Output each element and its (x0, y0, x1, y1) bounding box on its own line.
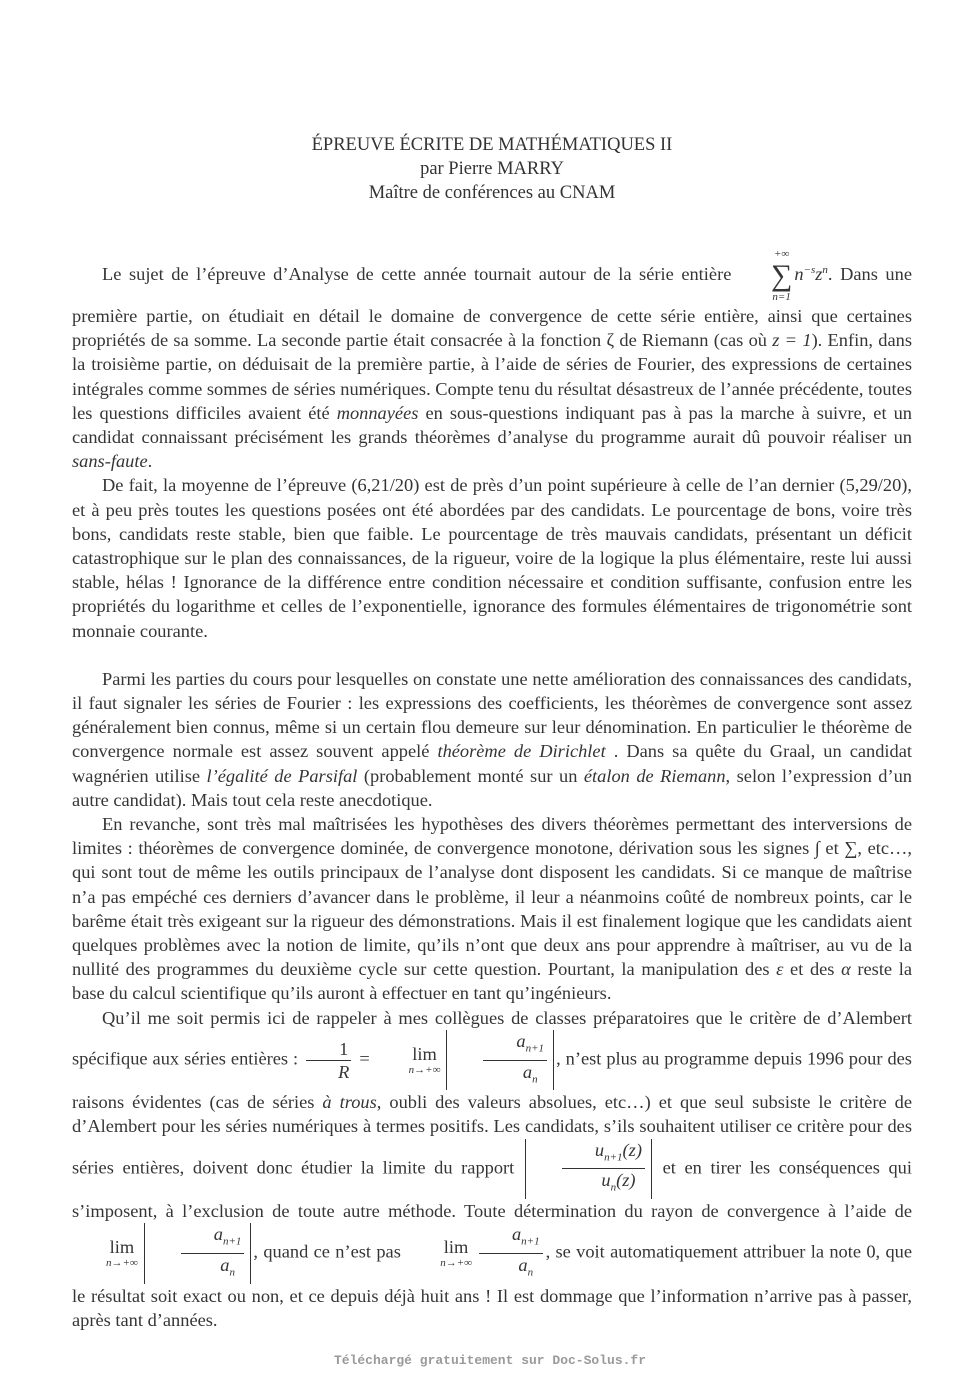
abs-ratio: $\frac{a_{n+1}}{a_n}$ (144, 1223, 252, 1283)
abs-u-ratio: $\frac{u_{n+1}(z)}{u_n(z)}$ (525, 1139, 652, 1199)
download-footer: Téléchargé gratuitement sur Doc-Solus.fr (333, 1353, 647, 1368)
document-title: ÉPREUVE ÉCRITE DE MATHÉMATIQUES II (311, 135, 673, 155)
limit-operator: lim n→+∞ (440, 1237, 472, 1270)
sum-term: $n^{-s}z^n$ (794, 264, 828, 285)
paragraph-dalembert: Qu’il me soit permis ici de rappeler à mes collègues de classes préparatoires que le critère de d’Alembert spécifique aux séries entières : $\frac{1}{R}$ = lim n→+∞ $\frac{a_{n+1}}{a_n}$ , n’est plus au programme depuis 1996 pour des raisons évidentes (cas de séries à trous, oubli des valeurs absolues, etc…) et que seul subsiste le critère de d’Alembert pour les séries numériques à termes positifs. Les candidats, s’ils souhaitent utiliser ce critère pour des séries entières, doivent donc étudier la limite du rapport $\frac{u_{n+1}(z)}{u_n(z)}$ et en tirer les conséquences qui s’imposent, à l’exclusion de toute autre méthode. Toute détermination du rayon de convergence à l’aide de lim n→+∞ $\frac{a_{n+1}}{a_n}$ , quand ce n’est pas lim n→+∞ $\frac{a_{n+1}}{a_n}$ , se voit automatiquement attribuer la note 0, que le résultat soit exact ou non, et ce depuis déjà huit ans ! Il est dommage que l’information n’arrive pas à passer, après tant d’années. (72, 1007, 912, 1330)
document-header (72, 133, 912, 205)
abs-ratio: $\frac{a_{n+1}}{a_n}$ (446, 1030, 554, 1090)
ratio-no-abs: $\frac{a_{n+1}}{a_n}$ (479, 1223, 543, 1283)
affiliation: Maître de conférences au CNAM (368, 183, 616, 203)
paragraph-fourier: Parmi les parties du cours pour lesquelles on constate une nette amélioration des connaissances des candidats, il faut signaler les séries de Fourier : les expressions des coefficients, les théorèmes de convergence sont assez généralement bien connus, même si un certain flou demeure sur leur dénomination. En particulier le théorème de convergence normale est assez souvent appelé théorème de Dirichlet . Dans sa quête du Graal, un candidat wagnérien utilise l’égalité de Parsifal (probablement monté sur un étalon de Riemann, selon l’expression d’un autre candidat). Mais tout cela reste anecdotique. (72, 668, 913, 810)
limit-operator: lim n→+∞ (408, 1044, 441, 1077)
paragraph-average: De fait, la moyenne de l’épreuve (6,21/20) est de près d’un point supérieure à celle de l’an dernier (5,29/20), et à peu près toutes les questions posées ont été abordées par des candidats. Le pourcentage de bons, voire très bons, candidats reste stable, bien que faible. Le pourcentage de très mauvais candidats, présentant un déficit catastrophique sur le plan des connaissances, de la rigueur, voire de la logique la plus élémentaire, reste lui aussi stable, hélas ! Ignorance de la différence entre condition nécessaire et condition suffisante, confusion entre les propriétés du logarithme et celles de l’exponentielle, ignorance des formules élémentaires de trigonométrie sont monnaie courante. (72, 475, 912, 641)
limit-operator: lim n→+∞ (106, 1237, 138, 1270)
sum-sign: ∑ (844, 838, 858, 859)
fraction-1-over-R: $\frac{1}{R}$ (306, 1038, 351, 1083)
report-body (72, 248, 912, 1332)
sum-formula: +∞ ∑ n=1 (770, 248, 793, 303)
author: par Pierre MARRY (420, 159, 564, 179)
paragraph-limits: En revanche, sont très mal maîtrisées les hypothèses des divers théorèmes permettant des interversions de limites : théorèmes de convergence dominée, de convergence monotone, dérivation sous les signes ∫ et ∑, etc…, qui sont tout de même les outils principaux de l’analyse dont disposent les candidats. Si ce manque de maîtrise n’a pas empéché ces derniers d’avancer dans le problème, il leur a néanmoins coûté de nombreux points, car le barême était très exigeant sur la rigueur des démonstrations. Mais il est finalement logique que les candidats aient quelques problèmes avec la notion de limite, qu’ils n’ont que deux ans pour apprendre à maîtriser, au vu de la nullité des programmes du deuxième cycle sur cette question. Pourtant, la manipulation des ε et des α reste la base du calcul scientifique qu’ils auront à effectuer en tant qu’ingénieurs. (72, 814, 912, 1004)
paragraph-intro: Le sujet de l’épreuve d’Analyse de cette année tournait autour de la série entière +∞ ∑ n=1 $n^{-s}z^n$. Dans une première partie, on étudiait en détail le domaine de convergence de cette série entière, ainsi que certaines propriétés de sa somme. La seconde partie était consacrée à la fonction ζ de Riemann (cas où z = 1). Enfin, dans la troisième partie, on déduisait de la première partie, à l’aide de séries de Fourier, des expressions de certaines intégrales comme sommes de séries numériques. Compte tenu du résultat désastreux de l’année précédente, toutes les questions difficiles avaient été monnayées en sous-questions indiquant pas à pas la marche à suivre, et un candidat connaissant précisément les grands théorèmes d’analyse du programme aurait dû pouvoir réaliser un sans-faute. (72, 248, 912, 472)
integral-sign: ∫ (814, 838, 820, 859)
